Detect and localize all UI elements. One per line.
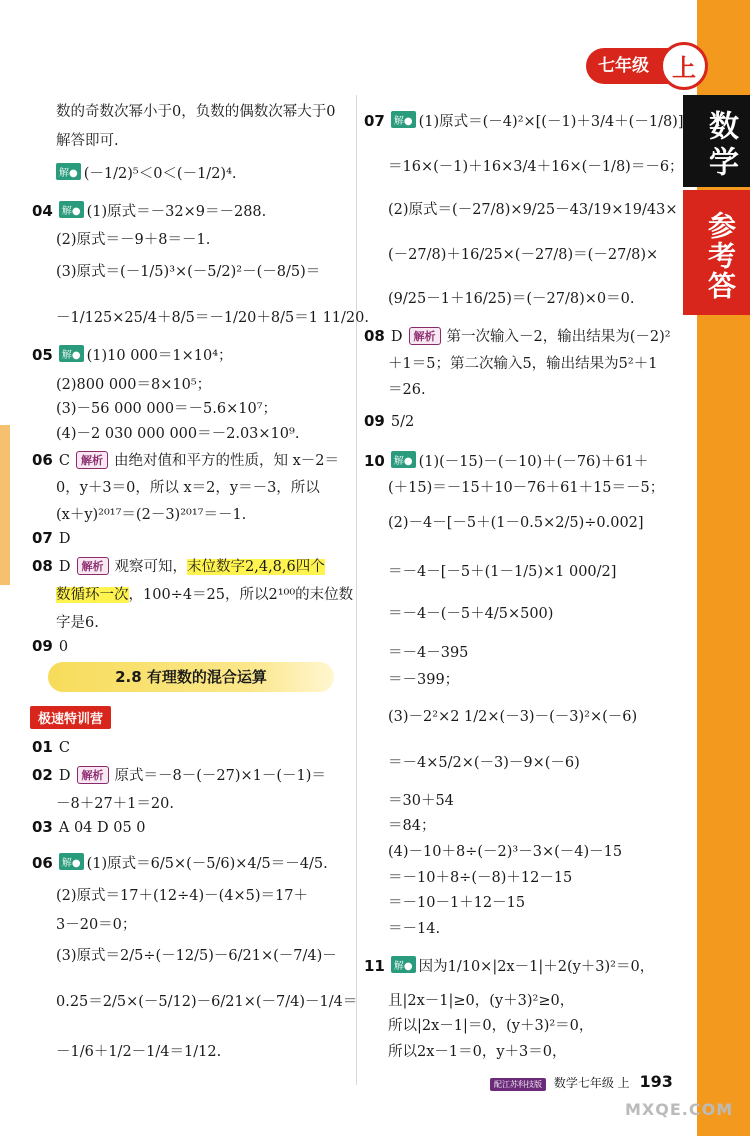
answer-line bbox=[56, 422, 299, 443]
answer-choice: 5/2 bbox=[390, 414, 415, 430]
question-number: 06 bbox=[32, 451, 53, 469]
answer-line bbox=[364, 325, 671, 346]
watermark: MXQE.COM bbox=[625, 1100, 734, 1119]
answer-choice: D bbox=[390, 329, 403, 345]
page-footer bbox=[490, 1072, 673, 1091]
line-text: (4)－2 030 000 000＝－2.03×10⁹. bbox=[56, 426, 300, 442]
answer-line bbox=[388, 751, 580, 772]
answer-line bbox=[388, 155, 684, 176]
grade-badge: 七年级 bbox=[586, 48, 686, 84]
answer-line bbox=[56, 100, 335, 121]
answer-line bbox=[56, 944, 337, 965]
line-text: ＋1＝5；第二次输入5，输出结果为5²＋1 bbox=[388, 356, 658, 372]
answer-line bbox=[56, 611, 99, 632]
line-text: (2)原式＝17＋(12÷4)－(4×5)＝17＋ bbox=[56, 888, 308, 904]
answer-line bbox=[388, 287, 634, 308]
answer-line bbox=[388, 560, 616, 581]
question-number: 08 bbox=[32, 557, 53, 575]
answer-line bbox=[388, 476, 664, 497]
line-text: 且|2x－1|≥0，(y＋3)²≥0， bbox=[388, 993, 575, 1009]
solution-mark: 解● bbox=[59, 201, 84, 218]
solution-mark: 解● bbox=[391, 111, 416, 128]
line-text: (1)原式＝6/5×(－5/6)×4/5＝－4/5. bbox=[86, 856, 328, 872]
line-text: ＝84； bbox=[388, 818, 436, 834]
answer-choice: C bbox=[58, 740, 70, 756]
line-text: (1)原式＝(－4)²×[(－1)＋3/4＋(－1/8)] bbox=[418, 114, 684, 130]
answer-line bbox=[32, 637, 68, 655]
analysis-mark: 解析 bbox=[77, 557, 109, 575]
line-text: －8＋27＋1＝20. bbox=[56, 796, 174, 812]
line-text: (x＋y)²⁰¹⁷＝(2－3)²⁰¹⁷＝－1. bbox=[56, 507, 247, 523]
solution-mark: 解● bbox=[391, 956, 416, 973]
line-text: 观察可知， bbox=[114, 559, 188, 575]
line-text: 原式＝－8－(－27)×1－(－1)＝ bbox=[114, 768, 326, 784]
highlighted-text: 数循环一次 bbox=[56, 587, 129, 603]
volume-badge: 上 bbox=[660, 42, 708, 90]
answer-line bbox=[388, 378, 426, 399]
question-number: 10 bbox=[364, 452, 385, 470]
answer-line bbox=[32, 449, 339, 470]
line-text: 3－20＝0； bbox=[56, 917, 137, 933]
question-number: 06 bbox=[32, 854, 53, 872]
answer-line bbox=[388, 602, 553, 623]
answer-line bbox=[56, 228, 210, 249]
line-text: 所以2x－1＝0，y＋3＝0， bbox=[388, 1044, 567, 1060]
answer-line bbox=[388, 198, 678, 219]
answer-line bbox=[32, 344, 233, 365]
answer-line bbox=[56, 884, 308, 905]
analysis-mark: 解析 bbox=[77, 766, 109, 784]
answer-line bbox=[32, 200, 266, 221]
line-text: (2)原式＝－9＋8＝－1. bbox=[56, 232, 211, 248]
question-number: 01 bbox=[32, 738, 53, 756]
answer-line bbox=[388, 840, 622, 861]
line-text: 解答即可. bbox=[56, 133, 119, 149]
line-text: (2)800 000＝8×10⁵； bbox=[56, 377, 212, 393]
question-number: 02 bbox=[32, 766, 53, 784]
answer-line bbox=[388, 641, 468, 662]
edge-strip bbox=[0, 425, 10, 585]
line-text: (2)－4－[－5＋(1－0.5×2/5)÷0.002] bbox=[388, 515, 644, 531]
line-text: ＝－399； bbox=[388, 672, 460, 688]
question-number: 07 bbox=[364, 112, 385, 130]
line-text: －1/6＋1/2－1/4＝1/12. bbox=[56, 1044, 222, 1060]
subject-tab: 数学 bbox=[683, 95, 750, 187]
footer-text: 数学七年级 bbox=[553, 1076, 614, 1090]
question-number: 11 bbox=[364, 957, 385, 975]
answer-line bbox=[388, 789, 454, 810]
line-text: ＝－10－1＋12－15 bbox=[388, 895, 526, 911]
answer-line bbox=[388, 866, 572, 887]
line-text: ＝－4－395 bbox=[388, 645, 469, 661]
section-title: 2.8 有理数的混合运算 bbox=[48, 662, 334, 692]
solution-mark: 解● bbox=[59, 853, 84, 870]
line-text: 第一次输入－2，输出结果为(－2)² bbox=[446, 329, 671, 345]
question-number: 03 bbox=[32, 818, 53, 836]
answer-line bbox=[364, 412, 414, 430]
question-number: 07 bbox=[32, 529, 53, 547]
line-text: 数的奇数次幂小于0，负数的偶数次幂大于0 bbox=[56, 104, 336, 120]
answer-line bbox=[56, 129, 119, 150]
line-text: 字是6. bbox=[56, 615, 99, 631]
line-text: (4)－10＋8÷(－2)³－3×(－4)－15 bbox=[388, 844, 623, 860]
answer-line bbox=[388, 891, 525, 912]
answer-line bbox=[32, 818, 146, 836]
answer-line bbox=[388, 511, 644, 532]
answer-line bbox=[56, 583, 353, 604]
line-text: ＝26. bbox=[388, 382, 426, 398]
analysis-mark: 解析 bbox=[76, 451, 108, 469]
question-number: 09 bbox=[32, 637, 53, 655]
answer-line bbox=[388, 243, 658, 264]
line-text: 0.25＝2/5×(－5/12)－6/21×(－7/4)－1/4＝ bbox=[56, 994, 358, 1010]
answer-choice: D bbox=[58, 531, 71, 547]
answer-choice: A 04 D 05 0 bbox=[58, 820, 146, 836]
page-number: 193 bbox=[639, 1072, 673, 1091]
line-text: (3)－2²×2 1/2×(－3)－(－3)²×(－6) bbox=[388, 709, 638, 725]
line-text: (1)(－15)－(－10)＋(－76)＋61＋ bbox=[418, 454, 649, 470]
answer-line bbox=[56, 913, 136, 934]
answer-line bbox=[364, 450, 648, 471]
line-text: 0，y＋3＝0，所以 x＝2，y＝－3，所以 bbox=[56, 480, 320, 496]
answer-line bbox=[56, 990, 357, 1011]
answer-line bbox=[364, 955, 654, 976]
line-text: 由绝对值和平方的性质，知 x－2＝ bbox=[113, 453, 339, 469]
line-text: (3)－56 000 000＝－5.6×10⁷； bbox=[56, 401, 278, 417]
answer-line bbox=[32, 555, 325, 576]
answer-line bbox=[388, 1040, 567, 1061]
training-label: 极速特训营 bbox=[30, 706, 111, 729]
line-text: (1)原式＝－32×9＝－288. bbox=[86, 204, 267, 220]
solution-mark: 解● bbox=[56, 163, 81, 180]
line-text: ＝－4－[－5＋(1－1/5)×1 000/2] bbox=[388, 564, 617, 580]
answer-line bbox=[56, 162, 237, 183]
edition-tag: 配江苏科技版 bbox=[490, 1078, 546, 1091]
question-number: 05 bbox=[32, 346, 53, 364]
line-text: ＝30＋54 bbox=[388, 793, 454, 809]
answer-line bbox=[56, 373, 211, 394]
line-text: －1/125×25/4＋8/5＝－1/20＋8/5＝1 11/20. bbox=[56, 310, 369, 326]
question-number: 08 bbox=[364, 327, 385, 345]
answer-line bbox=[56, 260, 320, 281]
line-text: ，100÷4＝25，所以2¹⁰⁰的末位数 bbox=[128, 587, 354, 603]
line-text: (3)原式＝2/5÷(－12/5)－6/21×(－7/4)－ bbox=[56, 948, 337, 964]
answers-tab: 参考答案 bbox=[683, 190, 750, 315]
answer-line bbox=[388, 989, 574, 1010]
column-divider bbox=[356, 95, 357, 1085]
line-text: ＝－4－(－5＋4/5×500) bbox=[388, 606, 554, 622]
answer-line bbox=[56, 476, 320, 497]
solution-mark: 解● bbox=[391, 451, 416, 468]
footer-volume: 上 bbox=[617, 1076, 630, 1090]
highlighted-text: 末位数字2,4,8,6四个 bbox=[187, 559, 325, 575]
answer-line bbox=[56, 792, 174, 813]
line-text: ＝16×(－1)＋16×3/4＋16×(－1/8)＝－6； bbox=[388, 159, 684, 175]
line-text: ＝－10＋8÷(－8)＋12－15 bbox=[388, 870, 573, 886]
line-text: (＋15)＝－15＋10－76＋61＋15＝－5； bbox=[388, 480, 665, 496]
solution-mark: 解● bbox=[59, 345, 84, 362]
answer-line bbox=[32, 764, 326, 785]
line-text: 所以|2x－1|＝0，(y＋3)²＝0， bbox=[388, 1018, 594, 1034]
line-text: 因为1/10×|2x－1|＋2(y＋3)²＝0， bbox=[418, 959, 655, 975]
analysis-mark: 解析 bbox=[409, 327, 441, 345]
answer-line bbox=[388, 705, 637, 726]
answer-line bbox=[32, 529, 71, 547]
answer-choice: 0 bbox=[58, 639, 69, 655]
answer-line bbox=[56, 397, 277, 418]
line-text: (－27/8)＋16/25×(－27/8)＝(－27/8)× bbox=[388, 247, 659, 263]
answer-line bbox=[388, 668, 459, 689]
answer-line bbox=[388, 814, 435, 835]
answer-line bbox=[56, 503, 246, 524]
answer-choice: C bbox=[58, 453, 70, 469]
line-text: (3)原式＝(－1/5)³×(－5/2)²－(－8/5)＝ bbox=[56, 264, 321, 280]
answer-choice: D bbox=[58, 768, 71, 784]
line-text: ＝－4×5/2×(－3)－9×(－6) bbox=[388, 755, 580, 771]
question-number: 09 bbox=[364, 412, 385, 430]
answer-line bbox=[388, 1014, 593, 1035]
line-text: (9/25－1＋16/25)＝(－27/8)×0＝0. bbox=[388, 291, 635, 307]
line-text: (1)10 000＝1×10⁴； bbox=[86, 348, 233, 364]
line-text: (2)原式＝(－27/8)×9/25－43/19×19/43× bbox=[388, 202, 678, 218]
answer-line bbox=[32, 852, 328, 873]
answer-line bbox=[56, 306, 369, 327]
line-text: (－1/2)⁵＜0＜(－1/2)⁴. bbox=[83, 166, 237, 182]
answer-line bbox=[364, 110, 684, 131]
question-number: 04 bbox=[32, 202, 53, 220]
answer-choice: D bbox=[58, 559, 71, 575]
answer-line bbox=[388, 917, 440, 938]
answer-line bbox=[388, 352, 657, 373]
answer-line bbox=[32, 738, 70, 756]
answer-line bbox=[56, 1040, 221, 1061]
line-text: ＝－14. bbox=[388, 921, 441, 937]
